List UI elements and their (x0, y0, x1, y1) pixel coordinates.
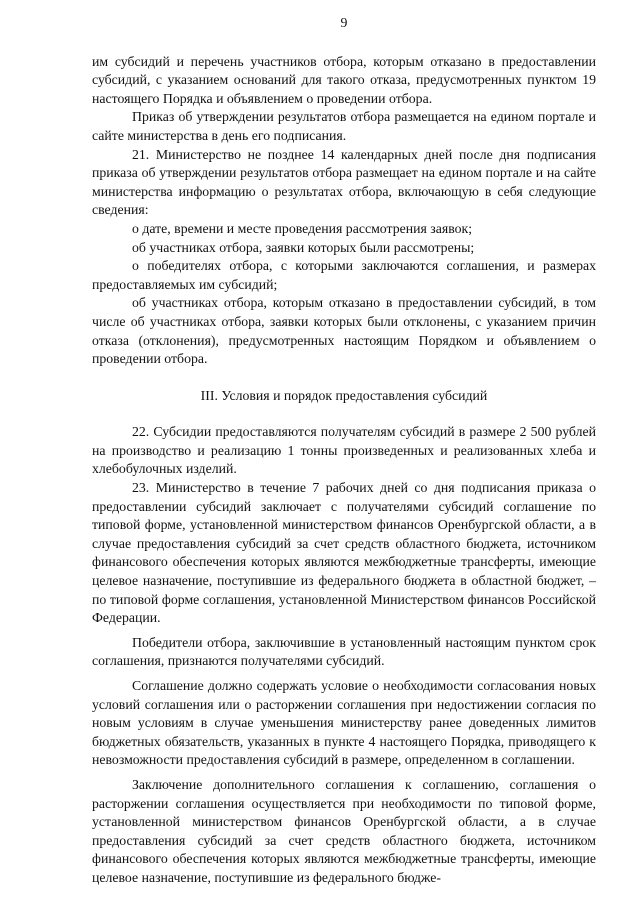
paragraph: 21. Министерство не позднее 14 календарных дней после дня подписания приказа об утверждении результатов отбора размещает на едином портале и на сайте министерства информацию о результатах отбора, включающую в себя следующие сведения: (92, 146, 596, 218)
list-item: об участниках отбора, которым отказано в предоставлении субсидий, в том числе об участниках отбора, заявки которых были отклонены, с указанием причин отказа (отклонения), предусмотренных настоящим Порядком и объявлением о проведении отбора. (92, 295, 596, 367)
paragraph: Заключение дополнительного соглашения к соглашению, соглашения о расторжении соглашения осуществляется при необходимости по типовой форме, установленной министерством финансов Оренбургской области, а в случае предоставления субсидий за счет средств областного бюджета, источником финансового обеспечения которых являются межбюджетные трансферты, имеющие целевое назначение, поступившие из федерального бюдже- (92, 776, 596, 885)
list-item: о дате, времени и месте проведения рассмотрения заявок; (132, 220, 473, 236)
list-item: об участниках отбора, заявки которых были рассмотрены; (132, 239, 475, 255)
page-number: 9 (340, 15, 348, 30)
paragraph: Победители отбора, заключившие в установленный настоящим пунктом срок соглашения, признаются получателями субсидий. (92, 634, 596, 669)
paragraph: 22. Субсидии предоставляются получателям субсидий в размере 2 500 рублей на производство и реализацию 1 тонны произведенных и реализованных хлеба и хлебобулочных изделий. (92, 424, 596, 477)
paragraph: Приказ об утверждении результатов отбора размещается на едином портале и сайте министерства в день его подписания. (92, 109, 596, 143)
paragraph: Соглашение должно содержать условие о необходимости согласования новых условий соглашения или о расторжении соглашения при недостижении согласия по новым условиям в случае уменьшения министерству ранее доведенных лимитов бюджетных обязательств, указанных в пункте 4 настоящего Порядка, приводящего к невозможности предоставления субсидий в размере, определенном в соглашении. (92, 678, 596, 768)
section-heading: III. Условия и порядок предоставления субсидий (200, 387, 488, 403)
paragraph: им субсидий и перечень участников отбора, которым отказано в предоставлении субсидий, с указанием оснований для такого отказа, предусмотренных пунктом 19 настоящего Порядка и объявлением о проведении отбора. (92, 53, 596, 106)
document-page (92, 14, 596, 888)
list-item: о победителях отбора, с которыми заключаются соглашения, и размерах предоставляемых им субсидий; (92, 258, 596, 292)
paragraph: 23. Министерство в течение 7 рабочих дней со дня подписания приказа о предоставлении субсидий заключает с получателями субсидий соглашение по типовой форме, установленной министерством финансов Оренбургской области, а в случае предоставления субсидий за счет средств областного бюджета, источником финансового обеспечения которых являются межбюджетные трансферты, имеющие целевое назначение, поступившие из федерального бюджета в областной бюджет, – по типовой форме соглашения, установленной Министерством финансов Российской Федерации. (92, 480, 596, 626)
